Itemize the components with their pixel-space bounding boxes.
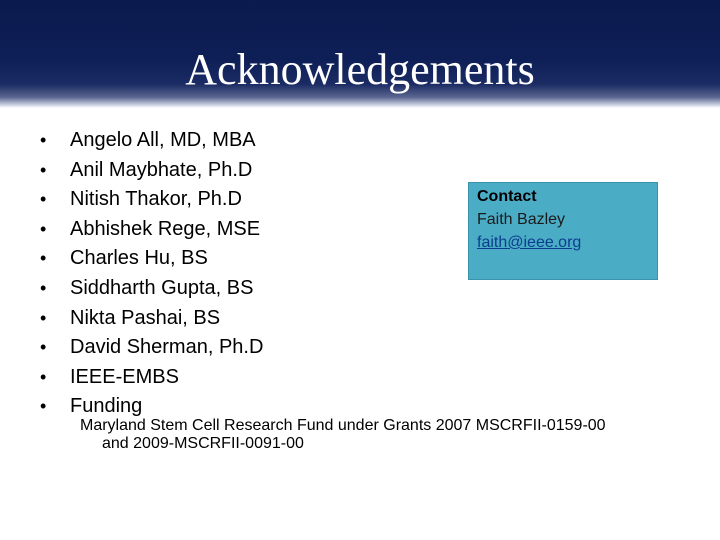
bullet-icon: • [40, 189, 47, 210]
list-item-text: Siddharth Gupta, BS [70, 276, 254, 299]
bullet-icon: • [40, 366, 47, 387]
bullet-icon: • [40, 130, 47, 150]
funding-note-line2: and 2009-MSCRFII-0091-00 [102, 435, 304, 452]
list-item-text: David Sherman, Ph.D [70, 336, 264, 359]
list-item-text: Nikta Pashai, BS [70, 306, 221, 329]
bullet-icon: • [40, 337, 47, 358]
bullet-icon: • [40, 248, 47, 269]
bullet-icon: • [40, 159, 47, 180]
contact-box [468, 182, 658, 280]
list-item-text: IEEE-EMBS [70, 365, 179, 388]
list-item-text: Angelo All, MD, MBA [70, 129, 256, 151]
list-item-text: Funding [70, 395, 143, 418]
contact-name: Faith Bazley [477, 211, 566, 228]
bullet-icon: • [40, 277, 47, 298]
list-item-text: Charles Hu, BS [70, 247, 208, 270]
bullet-icon: • [40, 218, 47, 239]
contact-heading: Contact [477, 188, 537, 205]
funding-note-line1: Maryland Stem Cell Research Fund under Grants 2007 MSCRFII-0159-00 [80, 417, 606, 434]
bullet-icon: • [40, 307, 47, 328]
list-item-text: Nitish Thakor, Ph.D [70, 188, 242, 211]
contact-email-link[interactable]: faith@ieee.org [477, 234, 582, 251]
list-item-text: Abhishek Rege, MSE [70, 217, 261, 240]
list-item-text: Anil Maybhate, Ph.D [70, 158, 253, 181]
bullet-icon: • [40, 396, 47, 417]
funding-note [80, 417, 690, 453]
slide-title: Acknowledgements [185, 45, 535, 94]
